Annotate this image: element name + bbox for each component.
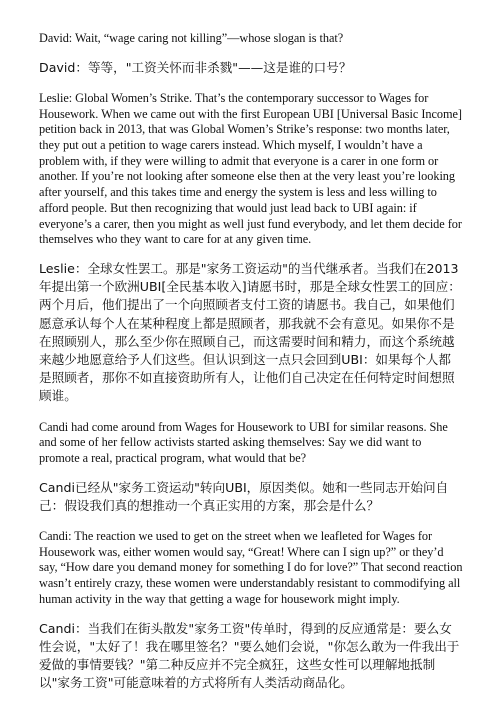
chinese-paragraph-3: Candi已经从"家务工资运动"转向UBI，原因类似。她和一些同志开始问自己：假设我们真的想推动一个真正实用的方案，那会是什么？ <box>39 479 449 513</box>
english-paragraph-3: Candi had come around from Wages for Housework to UBI for similar reasons. She and some of her fellow activists started asking themselves: Say we did want to promote a real, practical program, what would that be? <box>39 419 448 465</box>
chinese-paragraph-4: Candi：当我们在街头散发"家务工资"传单时，得到的反应通常是：要么女性会说，"太好了！我在哪里签名？"要么她们会说，"你怎么敢为一件我出于爱做的事情要钱？"第二种反应并不完全疯狂，这些女性可以理解地抵制以"家务工资"可能意味着的方式将所有人类活动商品化。 <box>39 620 460 691</box>
english-paragraph-4: Candi: The reaction we used to get on the street when we leafleted for Wages for Housework was, either women would say, “Great! Where can I sign up?” or they’d say, “How dare you demand money for something I do for love?” That second reaction wasn’t entirely crazy, these women were understandably resistant to commodifying all human activity in the way that getting a wage for housework might imply. <box>39 529 463 606</box>
chinese-paragraph-2: Leslie：全球女性罢工。那是"家务工资运动"的当代继承者。当我们在2013年提出第一个欧洲UBI[全民基本收入]请愿书时，那是全球女性罢工的回应：两个月后，他们提出了一个向照顾者支付工资的请愿书。我自己，如果他们愿意承认每个人在某种程度上都是照顾者，那我就不会有意见。如果你不是在照顾别人，那么至少你在照顾自己，而这需要时间和精力，而这个系统越来越少地愿意给予人们这些。但认识到这一点只会回到UBI：如果每个人都是照顾者，那你不如直接资助所有人，让他们自己决定在任何特定时间想照顾谁。 <box>39 260 461 404</box>
document-page <box>39 31 463 692</box>
chinese-paragraph-1: David：等等，"工资关怀而非杀戮"——这是谁的口号？ <box>39 59 352 75</box>
english-paragraph-1: David: Wait, “wage caring not killing”—whose slogan is that? <box>39 31 344 45</box>
english-paragraph-2: Leslie: Global Women’s Strike. That’s the contemporary successor to Wages for Housework. When we came out with the first European UBI [Universal Basic Income] petition back in 2013, that was Global Women’s Strike’s response: two months later, they put out a petition to wage carers instead. Which myself, I wouldn’t have a problem with, if they were willing to admit that everyone is a carer in one form or another. If you’re not looking after someone else then at the very least you’re looking after yourself, and this takes time and energy the system is less and less willing to afford people. But then recognizing that would just lead back to UBI again: if everyone’s a carer, then you might as well just fund everybody, and let them decide for themselves who they want to care for at any given time. <box>39 90 462 247</box>
